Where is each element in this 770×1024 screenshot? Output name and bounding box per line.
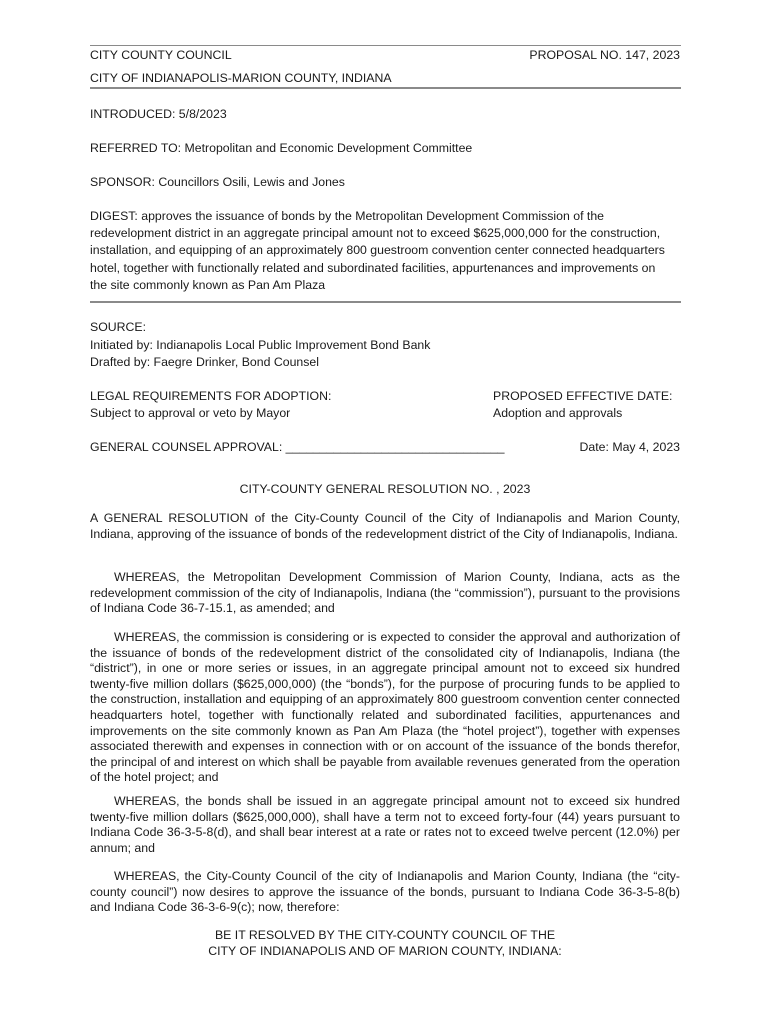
whereas-paragraph: WHEREAS, the bonds shall be issued in an aggregate principal amount not to exceed six hundred twenty-five million dollars ($625,000,000), shall have a term not to exceed forty-four (44) years pursuant to Indiana Code 36-3-5-8(d), and shall bear interest at a rate or rates not to exceed twelve percent (12.0%) per annum; and: [90, 794, 680, 855]
digest-line: DIGEST: approves the issuance of bonds by the Metropolitan Development Commission of the: [90, 209, 605, 223]
whereas-paragraph: WHEREAS, the City-County Council of the city of Indianapolis and Marion County, Indiana (the “city-county council”) now desires to approve the issuance of the bonds, pursuant to Indiana Code 36-3-5-8(b) and Indiana Code 36-3-6-9(c); now, therefore:: [90, 869, 680, 915]
resolved-line-2: CITY OF INDIANAPOLIS AND OF MARION COUNTY, INDIANA:: [208, 944, 562, 958]
sponsor-line: SPONSOR: Councillors Osili, Lewis and Jones: [90, 175, 345, 189]
source-drafted: Drafted by: Faegre Drinker, Bond Counsel: [90, 355, 319, 369]
introduced-line: INTRODUCED: 5/8/2023: [90, 107, 227, 121]
digest-line: hotel, together with functionally related and subordinated facilities, appurtenances and improvements on: [90, 260, 656, 275]
whereas-paragraph: WHEREAS, the Metropolitan Development Commission of Marion County, Indiana, acts as the redevelopment commission of the city of Indianapolis, Indiana (the “commission”), pursuant to the provisions of Indiana Code 36-7-15.1, as amended; and: [90, 570, 680, 616]
approval-date: Date: May 4, 2023: [579, 440, 680, 454]
resolved-line-1: BE IT RESOLVED BY THE CITY-COUNTY COUNCIL OF THE: [214, 928, 556, 942]
digest-line: installation, and equipping of an approximately 800 guestroom convention center connected headquarters: [90, 243, 665, 258]
digest-line: redevelopment district in an aggregate principal amount not to exceed $625,000,000 for the construction,: [90, 226, 661, 241]
intro-paragraph: A GENERAL RESOLUTION of the City-County Council of the City of Indianapolis and Marion County, Indiana, approving of the issuance of bonds of the redevelopment district of the City of Indianapolis, Indiana.: [90, 511, 680, 541]
source-initiated: Initiated by: Indianapolis Local Public Improvement Bond Bank: [90, 338, 431, 352]
source-heading: SOURCE:: [90, 320, 147, 334]
referred-to-line: REFERRED TO: Metropolitan and Economic Development Committee: [90, 141, 473, 155]
legal-requirements-text: Subject to approval or veto by Mayor: [90, 406, 291, 420]
resolution-title: CITY-COUNTY GENERAL RESOLUTION NO. , 2023: [239, 482, 531, 496]
general-counsel-approval: GENERAL COUNSEL APPROVAL: ________________________________: [90, 440, 505, 454]
digest: [90, 208, 680, 294]
header-bottom-rule: [90, 87, 681, 89]
council-name: CITY COUNTY COUNCIL: [90, 48, 232, 62]
proposal-number: PROPOSAL NO. 147, 2023: [529, 48, 680, 62]
city-name: CITY OF INDIANAPOLIS-MARION COUNTY, INDIANA: [90, 71, 392, 85]
digest-divider: [90, 301, 681, 303]
legal-requirements-heading: LEGAL REQUIREMENTS FOR ADOPTION:: [90, 389, 332, 403]
header-top-rule: [90, 45, 681, 46]
digest-line: the site commonly known as Pan Am Plaza: [90, 277, 326, 292]
whereas-paragraph: WHEREAS, the commission is considering or is expected to consider the approval and authorization of the issuance of bonds of the redevelopment district of the consolidated city of Indianapolis, Indiana (the “district”), in one or more series or issues, in an aggregate principal amount not to exceed six hundred twenty-five million dollars ($625,000,000) (the “bonds”), for the purpose of procuring funds to be applied to the construction, installation and equipping of an approximately 800 guestroom convention center connected headquarters hotel, together with functionally related and subordinated facilities, appurtenances and improvements on the site commonly known as Pan Am Plaza (the “hotel project”), together with expenses associated therewith and expenses in connection with or on account of the issuance of the bonds therefor, the principal of and interest on which shall be payable from available revenues generated from the operation of the hotel project; and: [90, 630, 680, 785]
effective-date-text: Adoption and approvals: [493, 406, 623, 420]
effective-date-heading: PROPOSED EFFECTIVE DATE:: [493, 389, 673, 403]
